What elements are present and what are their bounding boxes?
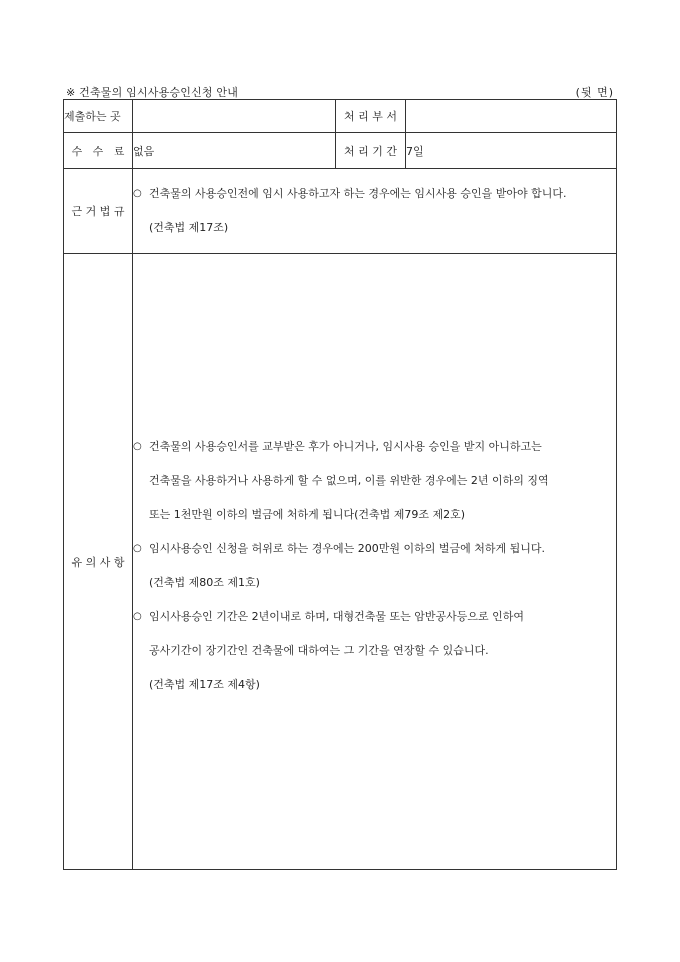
legal-basis-line: (건축법 제17조)	[149, 221, 229, 234]
legal-basis-row	[64, 169, 617, 254]
guide-table	[63, 99, 617, 870]
note-line: 건축물의 사용승인서를 교부받은 후가 아니거나, 임시사용 승인을 받지 아니하고는	[149, 440, 542, 453]
note-paragraph	[133, 532, 616, 600]
note-paragraph	[133, 600, 616, 702]
note-paragraph	[133, 430, 616, 532]
fee-value: 없음	[133, 133, 336, 169]
note-line: 건축물을 사용하거나 사용하게 할 수 없으며, 이를 위반한 경우에는 2년 이하의 징역	[149, 474, 549, 487]
processing-dept-label: 처 리 부 서	[336, 100, 406, 133]
processing-dept-value	[406, 100, 617, 133]
fee-label: 수 수 료	[64, 133, 133, 169]
submit-place-value	[133, 100, 336, 133]
submit-row	[64, 100, 617, 133]
bullet-circle-icon: ○	[133, 188, 142, 199]
processing-period-label: 처 리 기 간	[336, 133, 406, 169]
form-title: ※ 건축물의 임시사용승인신청 안내	[66, 86, 239, 99]
note-line: 공사기간이 장기간인 건축물에 대하여는 그 기간을 연장할 수 있습니다.	[149, 644, 489, 657]
note-line: 임시사용승인 기간은 2년이내로 하며, 대형건축물 또는 암반공사등으로 인하여	[149, 610, 525, 623]
bullet-circle-icon: ○	[133, 611, 142, 622]
note-line: 임시사용승인 신청을 허위로 하는 경우에는 200만원 이하의 벌금에 처하게 됩니다.	[149, 542, 545, 555]
notes-content	[133, 254, 617, 870]
legal-basis-line: 건축물의 사용승인전에 임시 사용하고자 하는 경우에는 임시사용 승인을 받아야 합니다.	[149, 187, 567, 200]
bullet-circle-icon: ○	[133, 543, 142, 554]
note-line: 또는 1천만원 이하의 벌금에 처하게 됩니다(건축법 제79조 제2호)	[149, 508, 466, 521]
legal-basis-label: 근 거 법 규	[64, 169, 133, 254]
submit-place-label: 제출하는 곳	[64, 100, 133, 133]
fee-row	[64, 133, 617, 169]
note-line: (건축법 제17조 제4항)	[149, 678, 260, 691]
bullet-circle-icon: ○	[133, 441, 142, 452]
legal-basis-paragraph	[133, 177, 616, 245]
notes-row	[64, 254, 617, 870]
page-side-label: (뒷 면)	[575, 86, 614, 99]
processing-period-value: 7일	[406, 133, 617, 169]
notes-label: 유 의 사 항	[64, 254, 133, 870]
note-line: (건축법 제80조 제1호)	[149, 576, 260, 589]
legal-basis-content	[133, 169, 617, 254]
